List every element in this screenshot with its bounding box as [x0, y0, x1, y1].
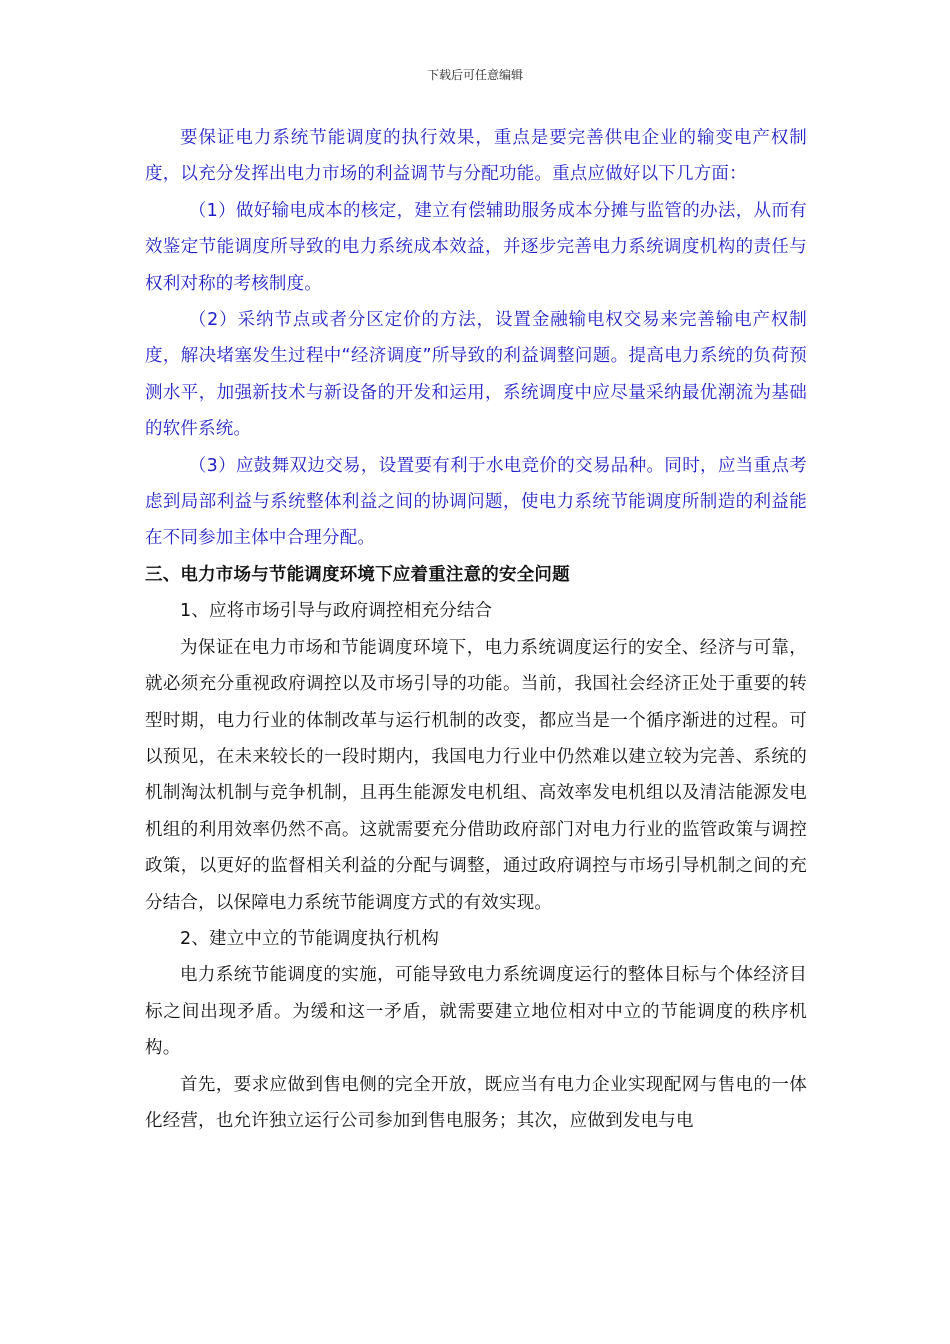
- paragraph-body-3: 首先，要求应做到售电侧的完全开放，既应当有电力企业实现配网与售电的一体化经营，也允许独立运行公司参加到售电服务；其次，应做到发电与电: [145, 1074, 807, 1131]
- section-heading: 三、电力市场与节能调度环境下应着重注意的安全问题: [145, 564, 570, 585]
- paragraph-intro: 要保证电力系统节能调度的执行效果，重点是要完善供电企业的输变电产权制度，以充分发挥出电力市场的利益调节与分配功能。重点应做好以下几方面：: [145, 128, 807, 185]
- subheading-1: 1、应将市场引导与政府调控相充分结合: [180, 601, 493, 622]
- paragraph-item-2: （2）采纳节点或者分区定价的方法，设置金融输电权交易来完善输电产权制度，解决堵塞发生过程中“经济调度”所导致的利益调整问题。提高电力系统的负荷预测水平，加强新技术与新设备的开发和运用，系统调度中应尽量采纳最优潮流为基础的软件系统。: [145, 310, 807, 440]
- paragraph-item-1: （1）做好输电成本的核定，建立有偿辅助服务成本分摊与监管的办法，从而有效鉴定节能调度所导致的电力系统成本效益，并逐步完善电力系统调度机构的责任与权利对称的考核制度。: [145, 200, 807, 294]
- header-note: 下载后可任意编辑: [426, 68, 523, 82]
- paragraph-body-1: 为保证在电力市场和节能调度环境下，电力系统调度运行的安全、经济与可靠，就必须充分重视政府调控以及市场引导的功能。当前，我国社会经济正处于重要的转型时期，电力行业的体制改革与运行机制的改变，都应当是一个循序渐进的过程。可以预见，在未来较长的一段时期内，我国电力行业中仍然难以建立较为完善、系统的机制淘汰机制与竞争机制，且再生能源发电机组、高效率发电机组以及清洁能源发电机组的利用效率仍然不高。这就需要充分借助政府部门对电力行业的监管政策与调控政策，以更好的监督相关利益的分配与调整，通过政府调控与市场引导机制之间的充分结合，以保障电力系统节能调度方式的有效实现。: [145, 637, 807, 913]
- document-body: [145, 120, 807, 1139]
- paragraph-body-2: 电力系统节能调度的实施，可能导致电力系统调度运行的整体目标与个体经济目标之间出现矛盾。为缓和这一矛盾，就需要建立地位相对中立的节能调度的秩序机构。: [145, 965, 807, 1059]
- paragraph-item-3: （3）应鼓舞双边交易，设置要有利于水电竞价的交易品种。同时，应当重点考虑到局部利益与系统整体利益之间的协调问题，使电力系统节能调度所制造的利益能在不同参加主体中合理分配。: [145, 455, 807, 549]
- subheading-2: 2、建立中立的节能调度执行机构: [180, 928, 440, 949]
